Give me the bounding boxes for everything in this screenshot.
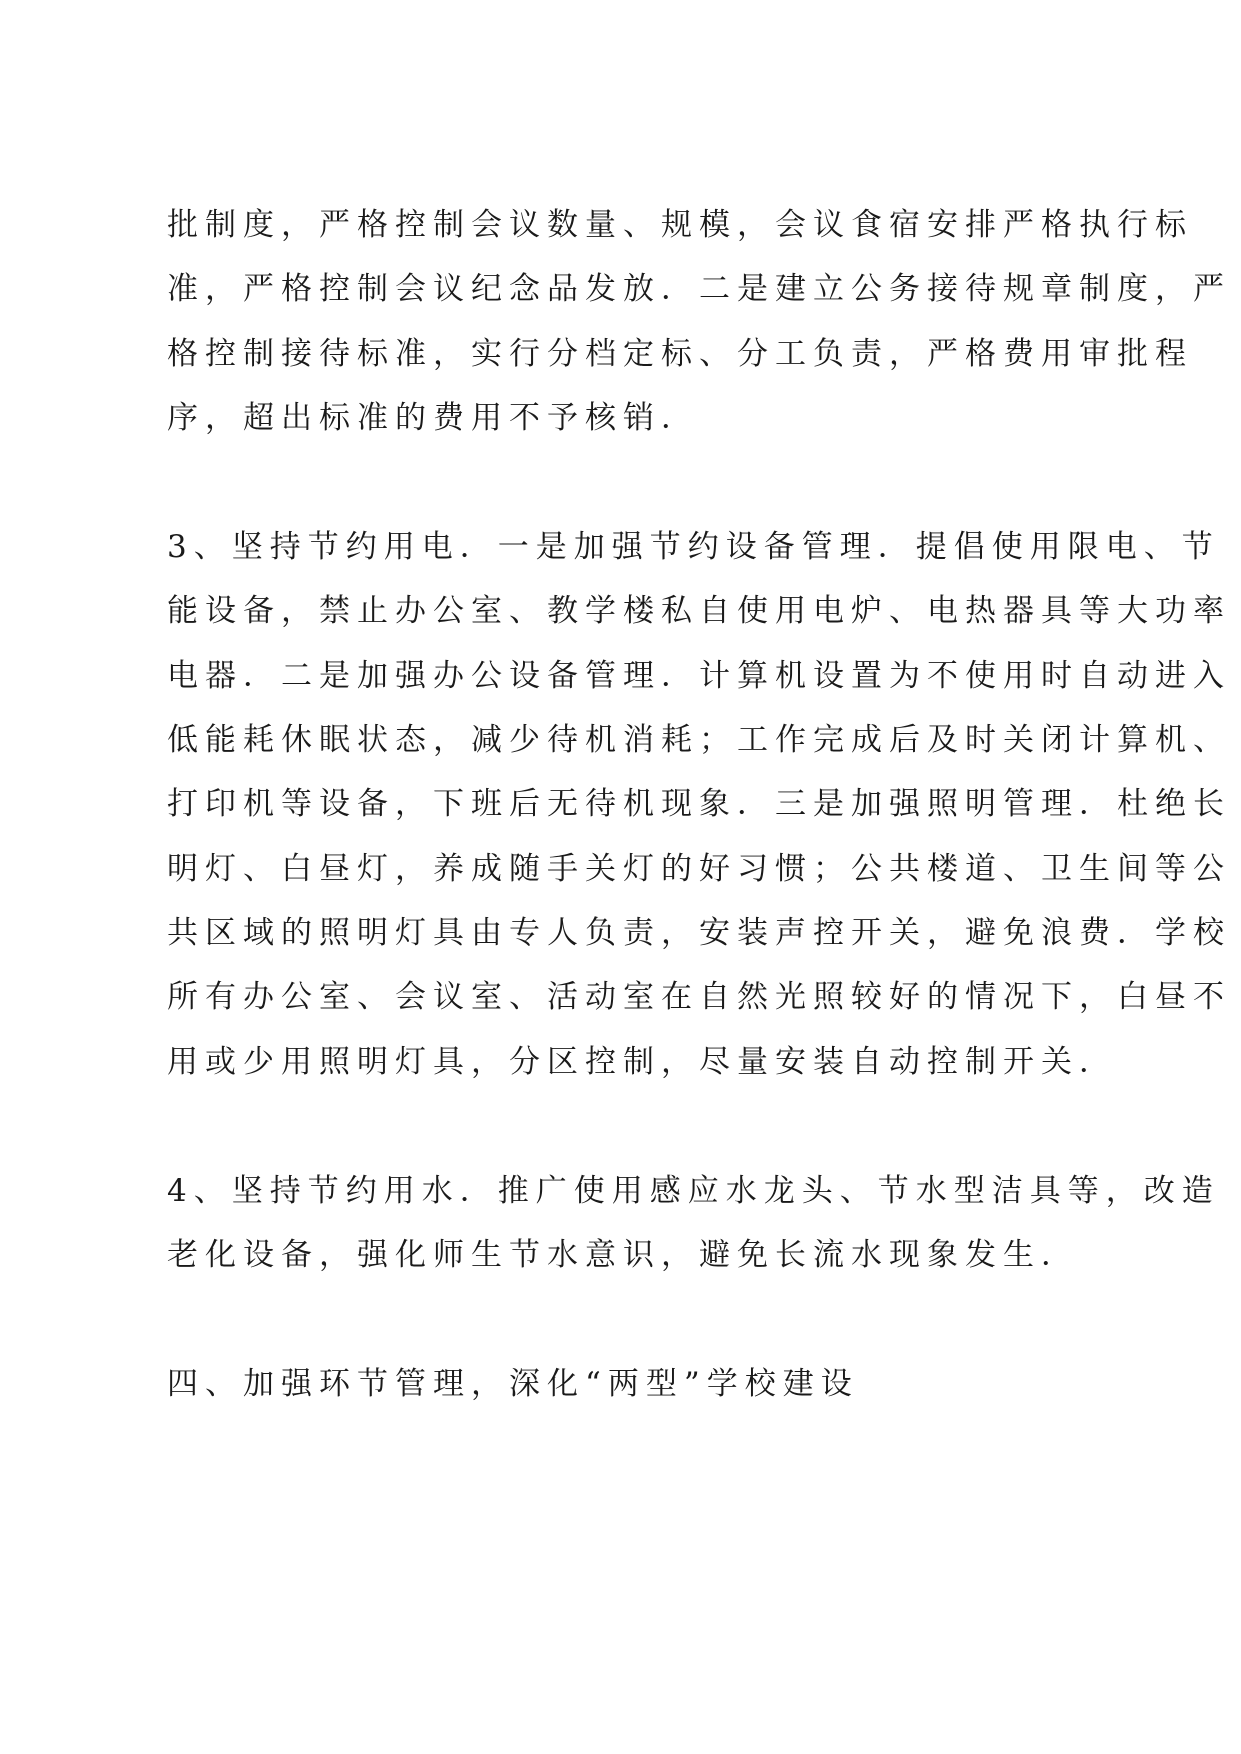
paragraph-line: 低能耗休眠状态，减少待机消耗；工作完成后及时关闭计算机、 (167, 722, 1231, 758)
paragraph-line: 格控制接待标准，实行分档定标、分工负责，严格费用审批程 (167, 336, 1193, 372)
paragraph-line: 准，严格控制会议纪念品发放．二是建立公务接待规章制度，严 (167, 271, 1231, 307)
paragraph-line: 电器．二是加强办公设备管理．计算机设置为不使用时自动进入 (167, 658, 1231, 694)
paragraph-line: 老化设备，强化师生节水意识，避免长流水现象发生． (167, 1237, 1079, 1273)
paragraph-line: 能设备，禁止办公室、教学楼私自使用电炉、电热器具等大功率 (167, 593, 1231, 629)
section-heading: 四、加强环节管理，深化“两型”学校建设 (167, 1366, 859, 1402)
paragraph-line: 3、坚持节约用电．一是加强节约设备管理．提倡使用限电、节 (167, 529, 1220, 565)
paragraph-line: 序，超出标准的费用不予核销． (167, 400, 699, 436)
paragraph-line: 4、坚持节约用水．推广使用感应水龙头、节水型洁具等，改造 (167, 1173, 1220, 1209)
paragraph-line: 批制度，严格控制会议数量、规模，会议食宿安排严格执行标 (167, 207, 1193, 243)
paragraph-line: 明灯、白昼灯，养成随手关灯的好习惯；公共楼道、卫生间等公 (167, 851, 1231, 887)
paragraph-line: 用或少用照明灯具，分区控制，尽量安装自动控制开关． (167, 1044, 1117, 1080)
paragraph-line: 共区域的照明灯具由专人负责，安装声控开关，避免浪费．学校 (167, 915, 1231, 951)
paragraph-line: 打印机等设备，下班后无待机现象．三是加强照明管理．杜绝长 (167, 786, 1231, 822)
paragraph-line: 所有办公室、会议室、活动室在自然光照较好的情况下，白昼不 (167, 979, 1231, 1015)
